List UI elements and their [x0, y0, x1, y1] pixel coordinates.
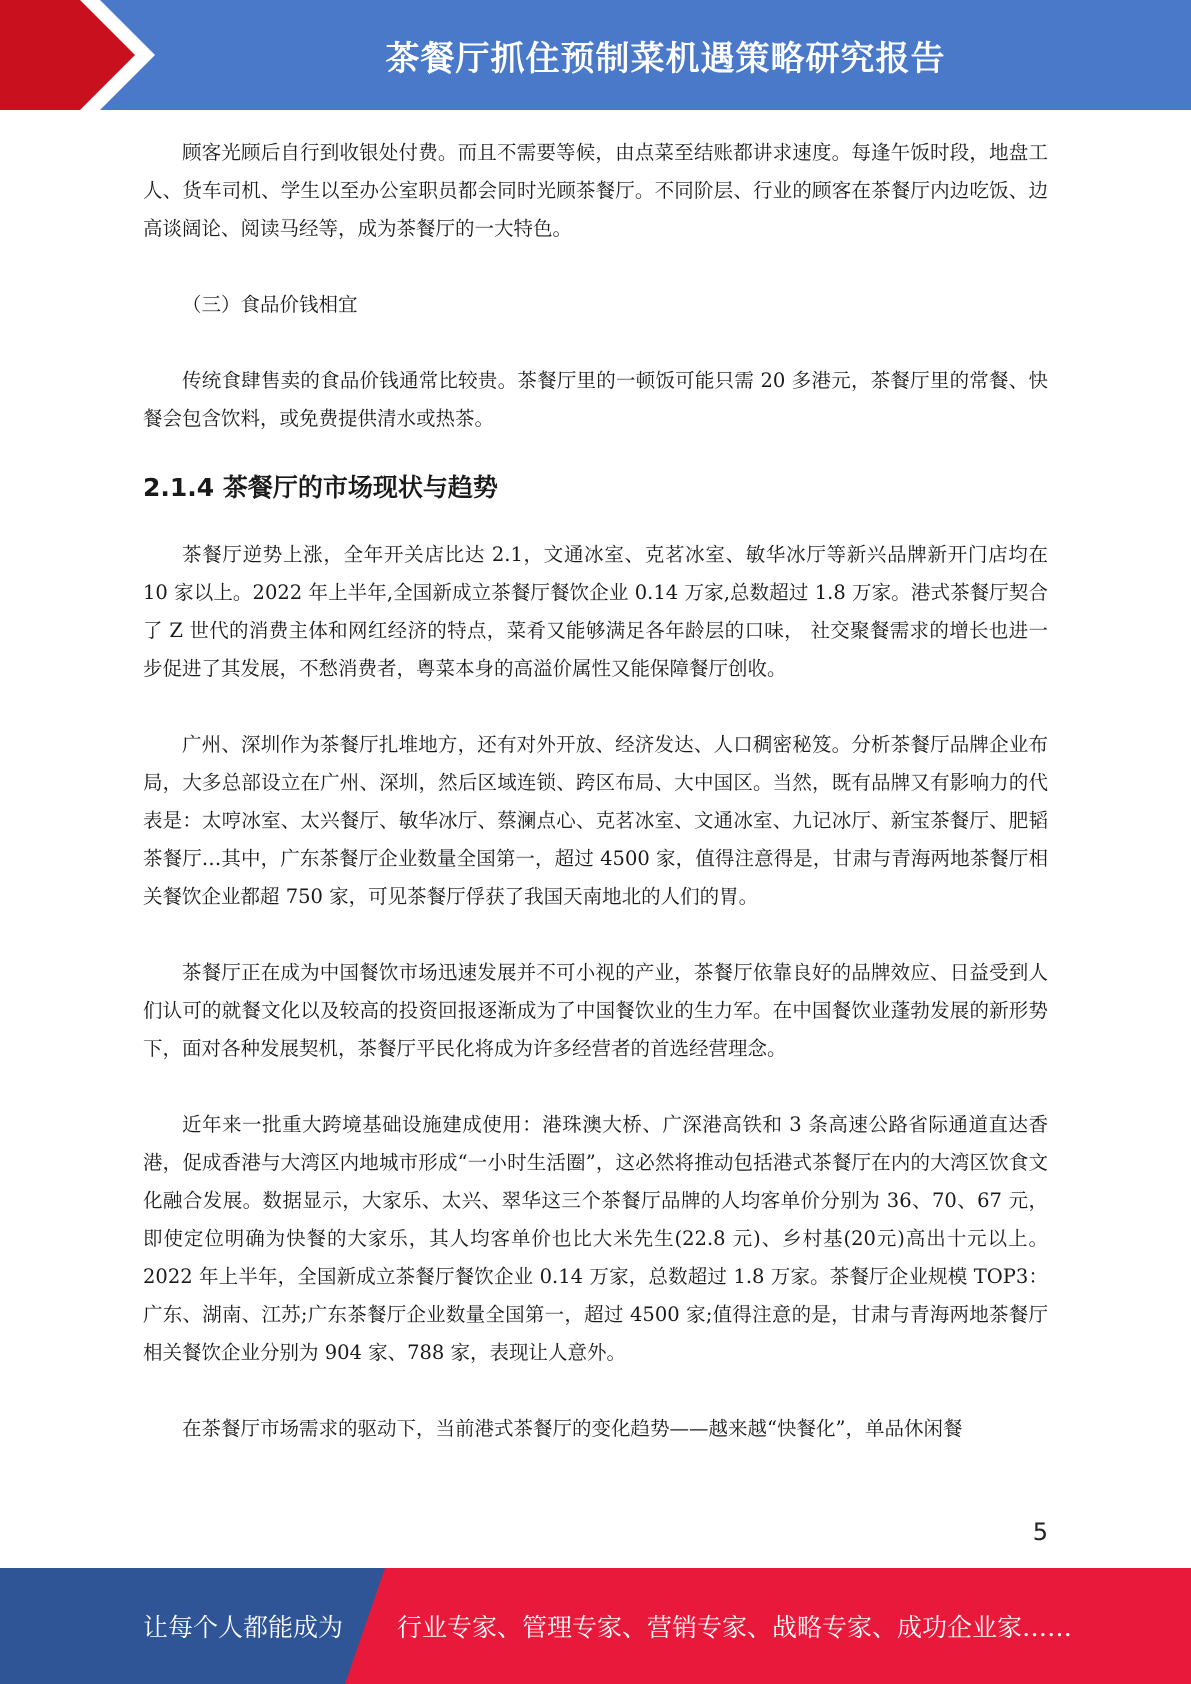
paragraph: 近年来一批重大跨境基础设施建成使用：港珠澳大桥、广深港高铁和 3 条高速公路省际通道直达香港，促成香港与大湾区内地城市形成“一小时生活圈”，这必然将推动包括港式茶餐厅在内的大湾区饮食文化融合发展。数据显示，大家乐、太兴、翠华这三个茶餐厅品牌的人均客单价分别为 36、70、67 元，即使定位明确为快餐的大家乐，其人均客单价也比大米先生(22.8 元)、乡村基(20元)高出十元以上。2022 年上半年，全国新成立茶餐厅餐饮企业 0.14 万家，总数超过 1.8 万家。茶餐厅企业规模 TOP3：广东、湖南、江苏;广东茶餐厅企业数量全国第一，超过 4500 家;值得注意的是，甘肃与青海两地茶餐厅相关餐饮企业分别为 904 家、788 家，表现让人意外。 — [143, 1113, 1048, 1364]
paragraph: 广州、深圳作为茶餐厅扎堆地方，还有对外开放、经济发达、人口稠密秘笈。分析茶餐厅品牌企业布局，大多总部设立在广州、深圳，然后区域连锁、跨区布局、大中国区。当然，既有品牌又有影响力的代表是：太哼冰室、太兴餐厅、敏华冰厅、蔡澜点心、克茗冰室、文通冰室、九记冰厅、新宝茶餐厅、肥韬茶餐厅…其中，广东茶餐厅企业数量全国第一，超过 4500 家，值得注意得是，甘肃与青海两地茶餐厅相关餐饮企业都超 750 家，可见茶餐厅俘获了我国天南地北的人们的胃。 — [143, 733, 1048, 908]
paragraph: 在茶餐厅市场需求的驱动下，当前港式茶餐厅的变化趋势——越来越“快餐化”，单品休闲餐 — [182, 1417, 963, 1440]
header-banner — [0, 0, 1191, 110]
chevron-arrow-icon — [0, 0, 160, 110]
paragraph: 茶餐厅正在成为中国餐饮市场迅速发展并不可小视的产业，茶餐厅依靠良好的品牌效应、日益受到人们认可的就餐文化以及较高的投资回报逐渐成为了中国餐饮业的生力军。在中国餐饮业蓬勃发展的新形势下，面对各种发展契机，茶餐厅平民化将成为许多经营者的首选经营理念。 — [143, 961, 1048, 1060]
footer-banner — [0, 1568, 1191, 1684]
paragraph: 传统食肆售卖的食品价钱通常比较贵。茶餐厅里的一顿饭可能只需 20 多港元，茶餐厅里的常餐、快餐会包含饮料，或免费提供清水或热茶。 — [143, 369, 1048, 430]
page-title: 茶餐厅抓住预制菜机遇策略研究报告 — [385, 38, 946, 79]
footer-slogan-left: 让每个人都能成为 — [143, 1613, 344, 1642]
document-body — [143, 134, 1048, 1448]
sub-heading: （三）食品价钱相宜 — [182, 293, 358, 316]
section-heading: 2.1.4 茶餐厅的市场现状与趋势 — [143, 473, 498, 502]
footer-slogan-right: 行业专家、管理专家、营销专家、战略专家、成功企业家…… — [397, 1613, 1073, 1642]
paragraph: 顾客光顾后自行到收银处付费。而且不需要等候，由点菜至结账都讲求速度。每逢午饭时段，地盘工人、货车司机、学生以至办公室职员都会同时光顾茶餐厅。不同阶层、行业的顾客在茶餐厅内边吃饭、边高谈阔论、阅读马经等，成为茶餐厅的一大特色。 — [143, 141, 1048, 240]
paragraph: 茶餐厅逆势上涨，全年开关店比达 2.1，文通冰室、克茗冰室、敏华冰厅等新兴品牌新开门店均在 10 家以上。2022 年上半年,全国新成立茶餐厅餐饮企业 0.14 万家,总数超过 1.8 万家。港式茶餐厅契合了 Z 世代的消费主体和网红经济的特点，菜肴又能够满足各年龄层的口味， 社交聚餐需求的增长也进一步促进了其发展，不愁消费者，粤菜本身的高溢价属性又能保障餐厅创收。 — [143, 543, 1048, 680]
page-number: 5 — [1032, 1518, 1048, 1546]
